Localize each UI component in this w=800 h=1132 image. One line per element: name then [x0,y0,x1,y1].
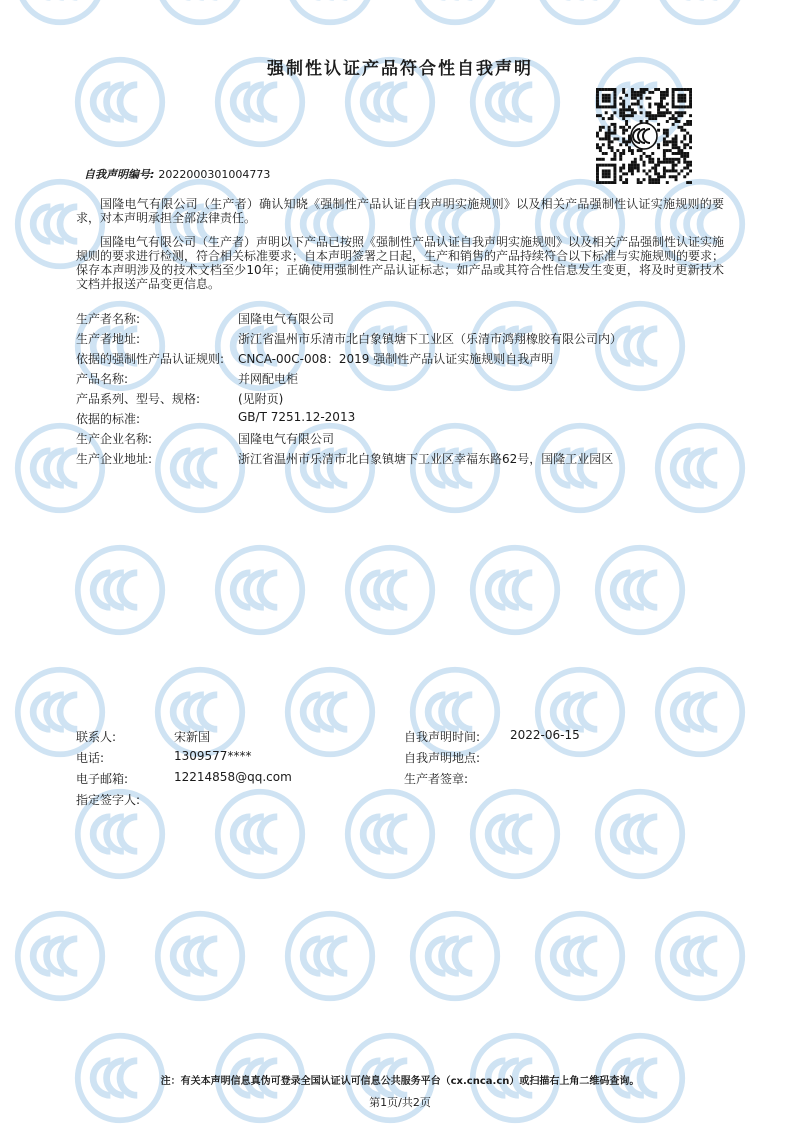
footer-note: 注：有关本声明信息真伪可登录全国认证认可信息公共服务平台（cx.cnca.cn）或扫描右上角二维码查询。 [160,1076,640,1087]
meta-label: 自我声明地点: [404,751,481,765]
info-value: 国隆电气有限公司 [238,432,335,446]
meta-label: 生产者签章: [404,772,469,786]
declaration-number [84,166,270,182]
info-label: 产品名称: [76,372,129,386]
info-value: 浙江省温州市乐清市北白象镇塘下工业区（乐清市鸿翔橡胶有限公司内） [238,332,623,346]
info-label: 产品系列、型号、规格: [76,392,201,406]
info-value: (见附页) [238,392,284,406]
info-value: 浙江省温州市乐清市北白象镇塘下工业区幸福东路62号，国隆工业园区 [238,452,614,466]
contact-label: 联系人: [76,730,117,744]
contact-label: 电话: [76,751,105,765]
contact-value: 宋新国 [174,730,211,744]
info-label: 生产企业地址: [76,452,153,466]
info-label: 生产者名称: [76,312,141,326]
info-label: 依据的标准: [76,412,141,426]
info-label: 依据的强制性产品认证规则: [76,352,225,366]
declaration-paragraph-1: 国隆电气有限公司（生产者）确认知晓《强制性产品认证自我声明实施规则》以及相关产品强制性认证实施规则的要求，对本声明承担全部法律责任。 [76,197,724,225]
declaration-number-value: 2022000301004773 [158,168,271,181]
info-label: 生产者地址: [76,332,141,346]
info-value: GB/T 7251.12-2013 [238,410,356,424]
document-title: 强制性认证产品符合性自我声明 [267,59,533,79]
info-value: 并网配电柜 [238,372,299,386]
page-number: 第1页/共2页 [369,1096,431,1109]
contact-value: 1309577**** [174,749,252,763]
ccc-logo-icon [631,123,657,149]
contact-email-value: 12214858@qq.com [174,770,292,784]
declaration-paragraph-2: 国隆电气有限公司（生产者）声明以下产品已按照《强制性产品认证自我声明实施规则》以及相关产品强制性认证实施规则的要求进行检测，符合相关标准要求；自本声明签署之日起，生产和销售的产品持续符合以下标准与实施规则的要求；保存本声明涉及的技术文档至少10年；正确使用强制性产品认证标志；如产品或其符合性信息发生变更，将及时更新技术文档并报送产品变更信息。 [76,235,725,291]
meta-value: 2022-06-15 [510,728,580,742]
info-value: CNCA-00C-008：2019 强制性产品认证实施规则自我声明 [238,352,554,366]
declaration-number-label: 自我声明编号: [84,168,155,181]
qr-code[interactable] [596,88,692,184]
contact-label: 电子邮箱: [76,772,129,786]
info-value: 国隆电气有限公司 [238,312,335,326]
contact-label: 指定签字人: [76,793,141,807]
meta-label: 自我声明时间: [404,730,481,744]
info-label: 生产企业名称: [76,432,153,446]
